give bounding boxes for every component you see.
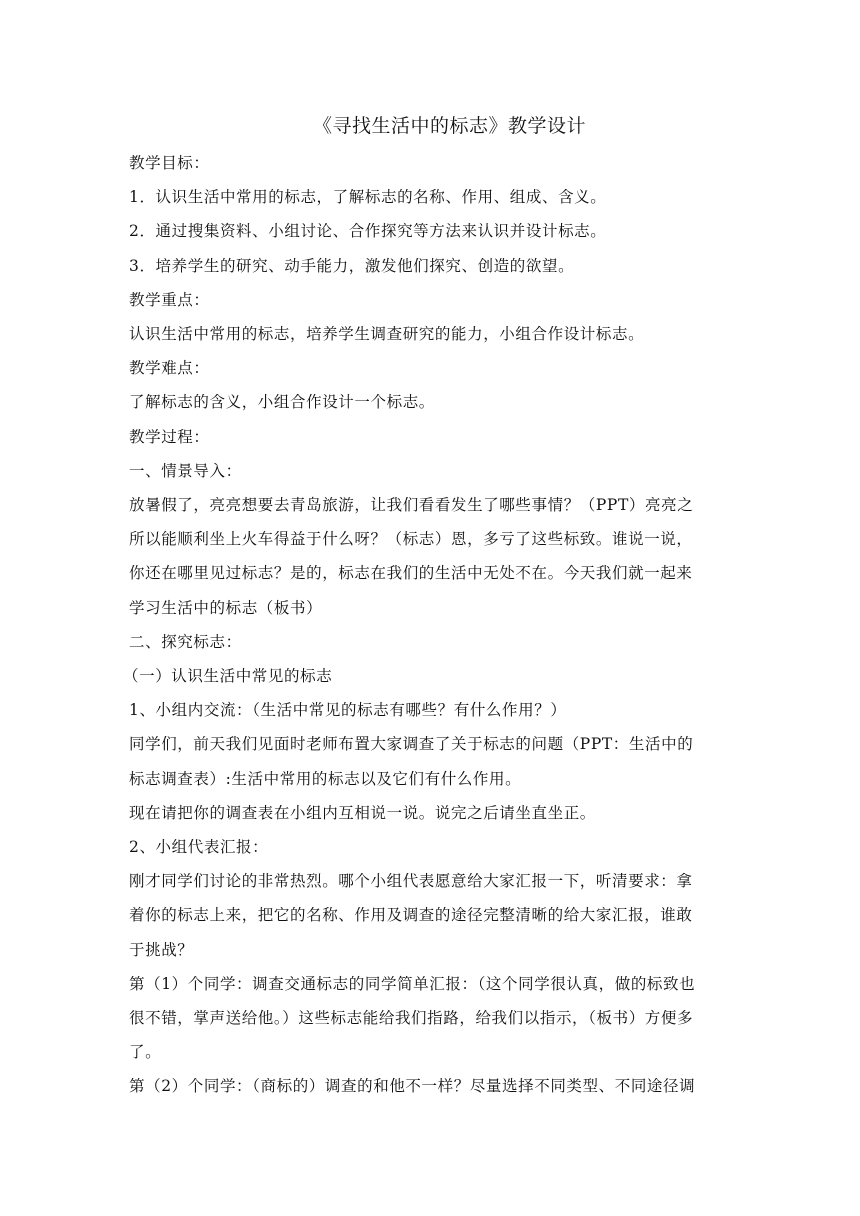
student1-line: 第（1）个同学：调查交通标志的同学简单汇报：（这个同学很认真，做的标致也 bbox=[129, 974, 696, 993]
section1-line: 学习生活中的标志（板书） bbox=[129, 598, 323, 617]
section1-line: 你还在哪里见过标志？是的，标志在我们的生活中无处不在。今天我们就一起来 bbox=[129, 564, 693, 583]
section1-line: 放暑假了，亮亮想要去青岛旅游，让我们看看发生了哪些事情？（PPT）亮亮之 bbox=[129, 496, 694, 515]
step1-line: 标志调查表）:生活中常用的标志以及它们有什么作用。 bbox=[129, 769, 522, 788]
document-body bbox=[123, 146, 760, 1104]
step1-line: 同学们，前天我们见面时老师布置大家调查了关于标志的问题（PPT：生活中的 bbox=[129, 735, 694, 754]
section1-heading: 一、情景导入： bbox=[129, 461, 242, 480]
step2-line: 于挑战？ bbox=[129, 940, 194, 959]
process-heading: 教学过程： bbox=[129, 427, 210, 446]
key-points-text: 认识生活中常用的标志，培养学生调查研究的能力，小组合作设计标志。 bbox=[129, 325, 645, 344]
section1-line: 所以能顺利坐上火车得益于什么呀？（标志）恩，多亏了这些标致。谁说一说， bbox=[129, 530, 693, 549]
goal-item: 2．通过搜集资料、小组讨论、合作探究等方法来认识并设计标志。 bbox=[129, 222, 607, 241]
student2-line: 第（2）个同学：（商标的）调查的和他不一样？尽量选择不同类型、不同途径调 bbox=[129, 1077, 696, 1096]
step1-extra: 现在请把你的调查表在小组内互相说一说。说完之后请坐直坐正。 bbox=[129, 803, 596, 822]
goal-item: 3．培养学生的研究、动手能力，激发他们探究、创造的欲望。 bbox=[129, 256, 575, 275]
step1-heading: 1、小组内交流：（生活中常见的标志有哪些？有什么作用？） bbox=[129, 701, 567, 720]
step2-line: 刚才同学们讨论的非常热烈。哪个小组代表愿意给大家汇报一下，听清要求：拿 bbox=[129, 872, 693, 891]
student1-line: 很不错，掌声送给他。）这些标志能给我们指路，给我们以指示，（板书）方便多 bbox=[129, 1009, 694, 1028]
student1-line: 了。 bbox=[129, 1043, 162, 1062]
difficulties-heading: 教学难点： bbox=[129, 359, 210, 378]
step2-heading: 2、小组代表汇报： bbox=[129, 838, 269, 857]
goal-item: 1．认识生活中常用的标志，了解标志的名称、作用、组成、含义。 bbox=[129, 188, 607, 207]
key-points-heading: 教学重点： bbox=[129, 290, 210, 309]
goals-heading: 教学目标： bbox=[129, 154, 210, 172]
document-title: 《寻找生活中的标志》教学设计 bbox=[312, 115, 586, 137]
step2-line: 着你的标志上来，把它的名称、作用及调查的途径完整清晰的给大家汇报，谁敢 bbox=[129, 906, 693, 925]
difficulties-text: 了解标志的含义，小组合作设计一个标志。 bbox=[129, 393, 435, 412]
section2-heading: 二、探究标志： bbox=[129, 632, 242, 651]
subsection1-heading: （一）认识生活中常见的标志 bbox=[123, 667, 333, 686]
